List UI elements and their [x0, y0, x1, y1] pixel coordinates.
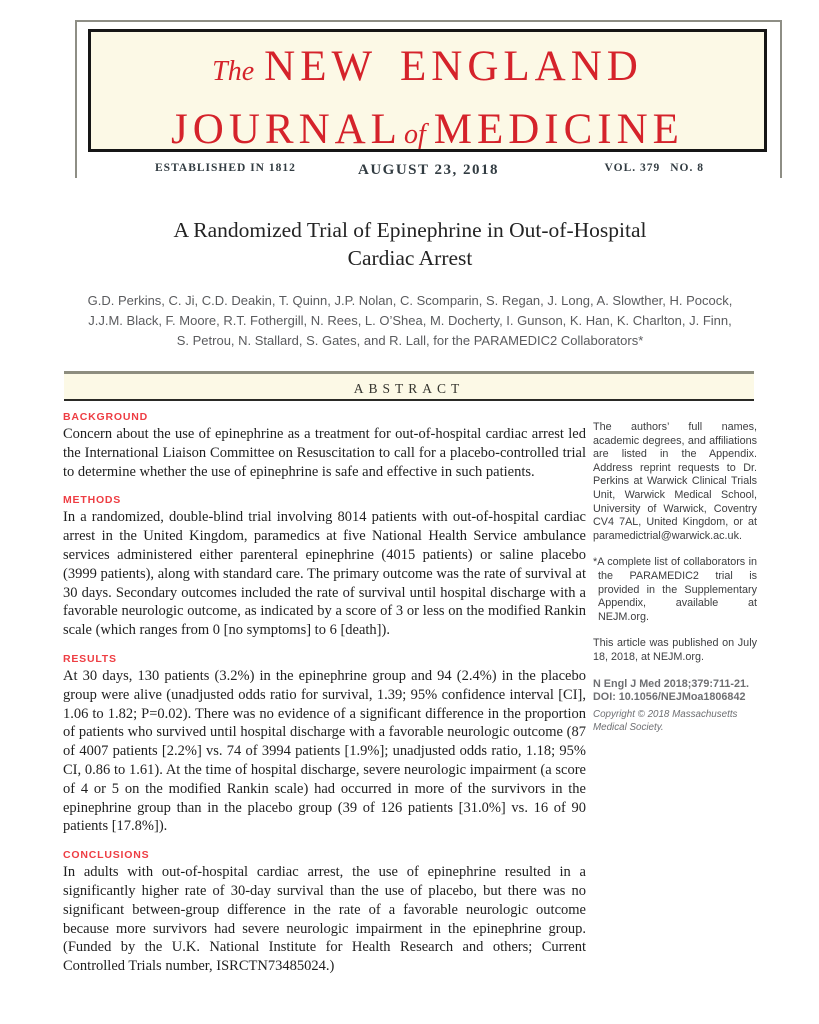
copyright-line: Copyright © 2018 Massachusetts Medical Society. [593, 708, 738, 734]
journal-logo-new-england: NEW ENGLAND [264, 43, 643, 90]
masthead-dateline [77, 162, 780, 182]
section-body-background: Concern about the use of epinephrine as a treatment for out-of-hospital cardiac arrest led the International Liaison Committee on Resuscitation to call for a placebo-controlled trial to determine whether the use of epinephrine is safe and effective in such patients. [63, 426, 586, 480]
author-line-3: S. Petrou, N. Stallard, S. Gates, and R. Lall, for the PARAMEDIC2 Collaborators* [176, 333, 644, 348]
established-date: ESTABLISHED IN 1812 [155, 162, 296, 174]
abstract-section-background [63, 411, 586, 481]
citation-line: N Engl J Med 2018;379:711-21. [593, 677, 750, 690]
abstract-label: ABSTRACT [353, 381, 465, 396]
journal-logo-the: The [212, 56, 255, 87]
abstract-section-results [63, 653, 586, 836]
volume-number [605, 162, 704, 174]
masthead-frame [75, 20, 782, 178]
section-heading-conclusions: CONCLUSIONS [63, 849, 150, 862]
abstract-section-conclusions [63, 849, 586, 976]
article-title [63, 216, 757, 272]
section-body-methods: In a randomized, double-blind trial involving 8014 patients with out-of-hospital cardiac arrest in the United Kingdom, paramedics at five National Health Service ambulance services administered either parenteral epinephrine (4015 patients) or saline placebo (3999 patients), along with standard care. The primary outcome was the rate of survival at 30 days. Secondary outcomes included the rate of survival until hospital discharge with a favorable neurologic outcome, as indicated by a score of 3 or less on the modified Rankin scale (which ranges from 0 [no symptoms] to 6 [death]). [63, 509, 586, 639]
article-title-line-2: Cardiac Arrest [347, 246, 473, 270]
abstract-header-bar [64, 371, 754, 401]
journal-logo-medicine: MEDICINE [433, 106, 684, 153]
article-title-line-1: A Randomized Trial of Epinephrine in Out-of-Hospital [173, 218, 647, 242]
journal-logo-line-1 [91, 40, 764, 103]
doi-line: DOI: 10.1056/NEJMoa1806842 [593, 691, 746, 704]
journal-logo-of: of [403, 119, 426, 150]
abstract-column [63, 411, 586, 976]
issue-date: AUGUST 23, 2018 [358, 162, 499, 178]
number-label: NO. 8 [670, 162, 704, 174]
section-body-results: At 30 days, 130 patients (3.2%) in the epinephrine group and 94 (2.4%) in the placebo group were alive (unadjusted odds ratio for survival, 1.39; 95% confidence interval [CI], 1.06 to 1.82; P=0.02). There was no evidence of a significant difference in the proportion of patients who survived until hospital discharge with a favorable neurologic outcome (87 of 4007 patients [2.2%] vs. 74 of 3994 patients [1.9%]; unadjusted odds ratio, 1.18; 95% CI, 0.86 to 1.61). At the time of hospital discharge, severe neurologic impairment (a score of 4 or 5 on the modified Rankin scale) had occurred in more of the survivors in the epinephrine group than in the placebo group (39 of 126 patients [31.0%] vs. 16 of 90 patients [17.8%]). [63, 667, 586, 835]
journal-logo-line-2 [91, 103, 764, 166]
author-list [40, 291, 780, 351]
affiliations-note: The authors’ full names, academic degrees, and affiliations are listed in the Appendix. Address reprint requests to Dr. Perkins at Warwick Clinical Trials Unit, Warwick Medical School, University of Warwick, Coventry CV4 7AL, United Kingdom, or at paramedictrial@warwick.ac.uk. [593, 421, 757, 542]
publication-note: This article was published on July 18, 2018, at NEJM.org. [593, 637, 757, 663]
section-heading-methods: METHODS [63, 494, 122, 507]
author-line-2: J.J.M. Black, F. Moore, R.T. Fothergill, N. Rees, L. O’Shea, M. Docherty, I. Gunson, K. Han, K. Charlton, J. Finn, [88, 313, 732, 328]
citation-block [593, 678, 757, 705]
journal-logo [88, 29, 767, 152]
author-line-1: G.D. Perkins, C. Ji, C.D. Deakin, T. Quinn, J.P. Nolan, C. Scomparin, S. Regan, J. Long, A. Slowther, H. Pocock, [87, 293, 733, 308]
abstract-section-methods [63, 494, 586, 640]
section-heading-background: BACKGROUND [63, 411, 148, 423]
collaborators-note: *A complete list of collaborators in the PARAMEDIC2 trial is provided in the Supplementary Appendix, available at NEJM.org. [593, 556, 757, 623]
section-body-conclusions: In adults with out-of-hospital cardiac arrest, the use of epinephrine resulted in a significantly higher rate of 30-day survival than the use of placebo, but there was no significant between-group difference in the rate of a favorable neurologic outcome because more survivors had severe neurologic impairment in the epinephrine group. (Funded by the U.K. National Institute for Health Research and others; Current Controlled Trials number, ISRCTN73485024.) [63, 864, 586, 975]
sidebar-notes [593, 421, 757, 735]
volume-label: VOL. 379 [604, 162, 661, 174]
section-heading-results: RESULTS [63, 652, 117, 665]
journal-logo-journal: JOURNAL [171, 106, 402, 153]
